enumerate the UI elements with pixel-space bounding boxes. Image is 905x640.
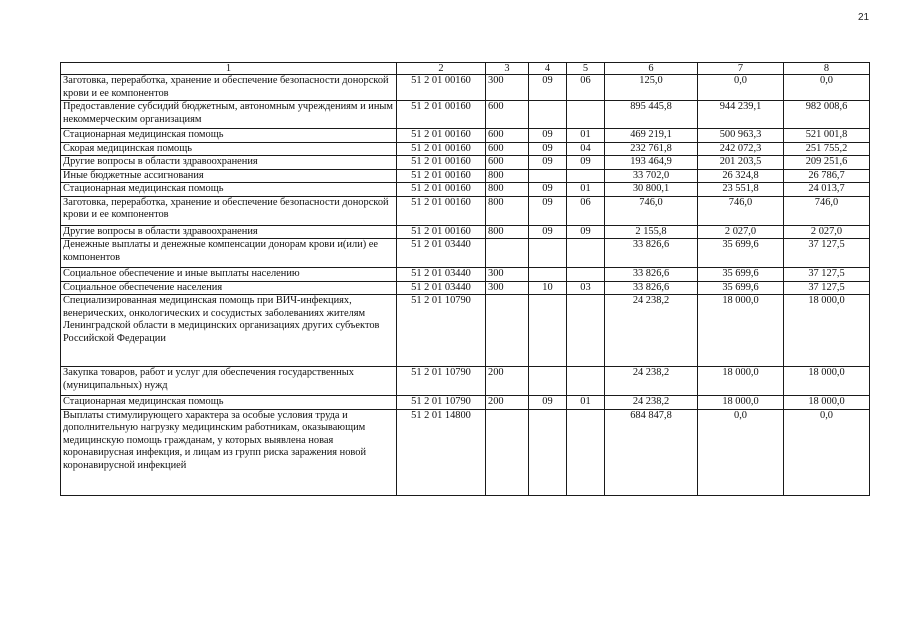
amount-year2-cell: 18 000,0 [698, 367, 784, 396]
table-row [61, 142, 870, 156]
amount-year3-cell: 37 127,5 [784, 268, 870, 282]
amount-year1-cell: 746,0 [605, 196, 698, 225]
amount-year3-cell: 2 027,0 [784, 225, 870, 239]
name-cell: Заготовка, переработка, хранение и обеспечение безопасности донорской крови и ее компонентов [61, 196, 397, 225]
target-article-cell: 51 2 01 00160 [397, 142, 486, 156]
amount-year2-cell: 18 000,0 [698, 396, 784, 410]
expense-type-cell: 600 [486, 129, 529, 143]
table-row [61, 367, 870, 396]
name-cell: Социальное обеспечение населения [61, 281, 397, 295]
subsection-cell: 06 [567, 196, 605, 225]
amount-year2-cell: 2 027,0 [698, 225, 784, 239]
amount-year3-cell: 37 127,5 [784, 281, 870, 295]
section-cell: 09 [529, 196, 567, 225]
budget-table [60, 62, 870, 496]
amount-year3-cell: 0,0 [784, 75, 870, 101]
amount-year1-cell: 2 155,8 [605, 225, 698, 239]
amount-year1-cell: 684 847,8 [605, 409, 698, 495]
amount-year1-cell: 125,0 [605, 75, 698, 101]
column-number: 3 [486, 63, 529, 75]
section-cell: 10 [529, 281, 567, 295]
amount-year2-cell: 35 699,6 [698, 268, 784, 282]
subsection-cell: 09 [567, 225, 605, 239]
amount-year1-cell: 895 445,8 [605, 101, 698, 129]
table-row [61, 225, 870, 239]
amount-year3-cell: 746,0 [784, 196, 870, 225]
target-article-cell: 51 2 01 10790 [397, 396, 486, 410]
target-article-cell: 51 2 01 00160 [397, 225, 486, 239]
subsection-cell [567, 239, 605, 268]
expense-type-cell: 300 [486, 75, 529, 101]
page-number: 21 [858, 12, 870, 23]
section-cell [529, 295, 567, 367]
amount-year1-cell: 33 826,6 [605, 281, 698, 295]
amount-year2-cell: 35 699,6 [698, 281, 784, 295]
section-cell [529, 367, 567, 396]
section-cell: 09 [529, 142, 567, 156]
amount-year2-cell: 201 203,5 [698, 156, 784, 170]
column-number: 7 [698, 63, 784, 75]
subsection-cell [567, 367, 605, 396]
subsection-cell: 01 [567, 129, 605, 143]
amount-year1-cell: 469 219,1 [605, 129, 698, 143]
header-row [61, 63, 870, 75]
target-article-cell: 51 2 01 10790 [397, 367, 486, 396]
amount-year2-cell: 0,0 [698, 409, 784, 495]
amount-year1-cell: 24 238,2 [605, 396, 698, 410]
amount-year3-cell: 521 001,8 [784, 129, 870, 143]
target-article-cell: 51 2 01 00160 [397, 129, 486, 143]
amount-year2-cell: 35 699,6 [698, 239, 784, 268]
column-number: 2 [397, 63, 486, 75]
expense-type-cell: 200 [486, 396, 529, 410]
expense-type-cell: 300 [486, 268, 529, 282]
amount-year2-cell: 0,0 [698, 75, 784, 101]
table-row [61, 169, 870, 183]
subsection-cell [567, 409, 605, 495]
name-cell: Другие вопросы в области здравоохранения [61, 225, 397, 239]
amount-year1-cell: 30 800,1 [605, 183, 698, 197]
table-row [61, 183, 870, 197]
expense-type-cell [486, 295, 529, 367]
expense-type-cell: 800 [486, 196, 529, 225]
name-cell: Иные бюджетные ассигнования [61, 169, 397, 183]
section-cell: 09 [529, 75, 567, 101]
amount-year3-cell: 209 251,6 [784, 156, 870, 170]
section-cell [529, 239, 567, 268]
target-article-cell: 51 2 01 00160 [397, 75, 486, 101]
table-row [61, 268, 870, 282]
section-cell [529, 169, 567, 183]
name-cell: Стационарная медицинская помощь [61, 396, 397, 410]
table-row [61, 396, 870, 410]
expense-type-cell: 600 [486, 101, 529, 129]
amount-year2-cell: 944 239,1 [698, 101, 784, 129]
table-row [61, 156, 870, 170]
subsection-cell: 01 [567, 396, 605, 410]
amount-year1-cell: 24 238,2 [605, 295, 698, 367]
expense-type-cell: 200 [486, 367, 529, 396]
target-article-cell: 51 2 01 03440 [397, 268, 486, 282]
name-cell: Предоставление субсидий бюджетным, автономным учреждениям и иным некоммерческим организациям [61, 101, 397, 129]
amount-year1-cell: 24 238,2 [605, 367, 698, 396]
amount-year2-cell: 26 324,8 [698, 169, 784, 183]
column-number: 6 [605, 63, 698, 75]
subsection-cell: 09 [567, 156, 605, 170]
column-number: 5 [567, 63, 605, 75]
subsection-cell [567, 101, 605, 129]
subsection-cell: 04 [567, 142, 605, 156]
subsection-cell [567, 169, 605, 183]
amount-year2-cell: 500 963,3 [698, 129, 784, 143]
name-cell: Скорая медицинская помощь [61, 142, 397, 156]
target-article-cell: 51 2 01 03440 [397, 239, 486, 268]
table-row [61, 196, 870, 225]
section-cell: 09 [529, 225, 567, 239]
section-cell: 09 [529, 129, 567, 143]
expense-type-cell: 800 [486, 225, 529, 239]
amount-year3-cell: 24 013,7 [784, 183, 870, 197]
subsection-cell: 06 [567, 75, 605, 101]
section-cell: 09 [529, 183, 567, 197]
amount-year3-cell: 37 127,5 [784, 239, 870, 268]
subsection-cell: 01 [567, 183, 605, 197]
target-article-cell: 51 2 01 00160 [397, 183, 486, 197]
table-row [61, 129, 870, 143]
column-number: 1 [61, 63, 397, 75]
subsection-cell [567, 268, 605, 282]
section-cell [529, 101, 567, 129]
table-row [61, 295, 870, 367]
expense-type-cell: 600 [486, 156, 529, 170]
amount-year3-cell: 26 786,7 [784, 169, 870, 183]
target-article-cell: 51 2 01 00160 [397, 101, 486, 129]
target-article-cell: 51 2 01 03440 [397, 281, 486, 295]
name-cell: Стационарная медицинская помощь [61, 183, 397, 197]
amount-year1-cell: 33 826,6 [605, 239, 698, 268]
amount-year2-cell: 23 551,8 [698, 183, 784, 197]
table-row [61, 281, 870, 295]
expense-type-cell: 800 [486, 183, 529, 197]
subsection-cell: 03 [567, 281, 605, 295]
target-article-cell: 51 2 01 10790 [397, 295, 486, 367]
name-cell: Специализированная медицинская помощь при ВИЧ-инфекциях, венерических, онкологических и сосудистых заболеваниях жителям Ленинградской области в медицинских организациях других субъектов Российской Федерации [61, 295, 397, 367]
column-number: 4 [529, 63, 567, 75]
table-row [61, 75, 870, 101]
section-cell: 09 [529, 156, 567, 170]
name-cell: Заготовка, переработка, хранение и обеспечение безопасности донорской крови и ее компонентов [61, 75, 397, 101]
amount-year3-cell: 18 000,0 [784, 367, 870, 396]
table-row [61, 101, 870, 129]
target-article-cell: 51 2 01 00160 [397, 156, 486, 170]
column-number: 8 [784, 63, 870, 75]
expense-type-cell [486, 409, 529, 495]
amount-year1-cell: 232 761,8 [605, 142, 698, 156]
amount-year3-cell: 18 000,0 [784, 295, 870, 367]
amount-year3-cell: 251 755,2 [784, 142, 870, 156]
expense-type-cell: 600 [486, 142, 529, 156]
target-article-cell: 51 2 01 14800 [397, 409, 486, 495]
target-article-cell: 51 2 01 00160 [397, 196, 486, 225]
table-row [61, 239, 870, 268]
amount-year3-cell: 18 000,0 [784, 396, 870, 410]
expense-type-cell: 800 [486, 169, 529, 183]
name-cell: Социальное обеспечение и иные выплаты населению [61, 268, 397, 282]
amount-year2-cell: 746,0 [698, 196, 784, 225]
section-cell: 09 [529, 396, 567, 410]
name-cell: Стационарная медицинская помощь [61, 129, 397, 143]
expense-type-cell: 300 [486, 281, 529, 295]
target-article-cell: 51 2 01 00160 [397, 169, 486, 183]
name-cell: Выплаты стимулирующего характера за особые условия труда и дополнительную нагрузку медицинским работникам, оказывающим медицинскую помощь гражданам, у которых выявлена новая коронавирусная инфекция, и лицам из групп риска заражения новой коронавирусной инфекцией [61, 409, 397, 495]
expense-type-cell [486, 239, 529, 268]
subsection-cell [567, 295, 605, 367]
section-cell [529, 268, 567, 282]
amount-year2-cell: 242 072,3 [698, 142, 784, 156]
amount-year3-cell: 982 008,6 [784, 101, 870, 129]
name-cell: Другие вопросы в области здравоохранения [61, 156, 397, 170]
table-row [61, 409, 870, 495]
name-cell: Денежные выплаты и денежные компенсации донорам крови и(или) ее компонентов [61, 239, 397, 268]
amount-year1-cell: 33 702,0 [605, 169, 698, 183]
name-cell: Закупка товаров, работ и услуг для обеспечения государственных (муниципальных) нужд [61, 367, 397, 396]
amount-year3-cell: 0,0 [784, 409, 870, 495]
amount-year1-cell: 33 826,6 [605, 268, 698, 282]
amount-year2-cell: 18 000,0 [698, 295, 784, 367]
section-cell [529, 409, 567, 495]
amount-year1-cell: 193 464,9 [605, 156, 698, 170]
